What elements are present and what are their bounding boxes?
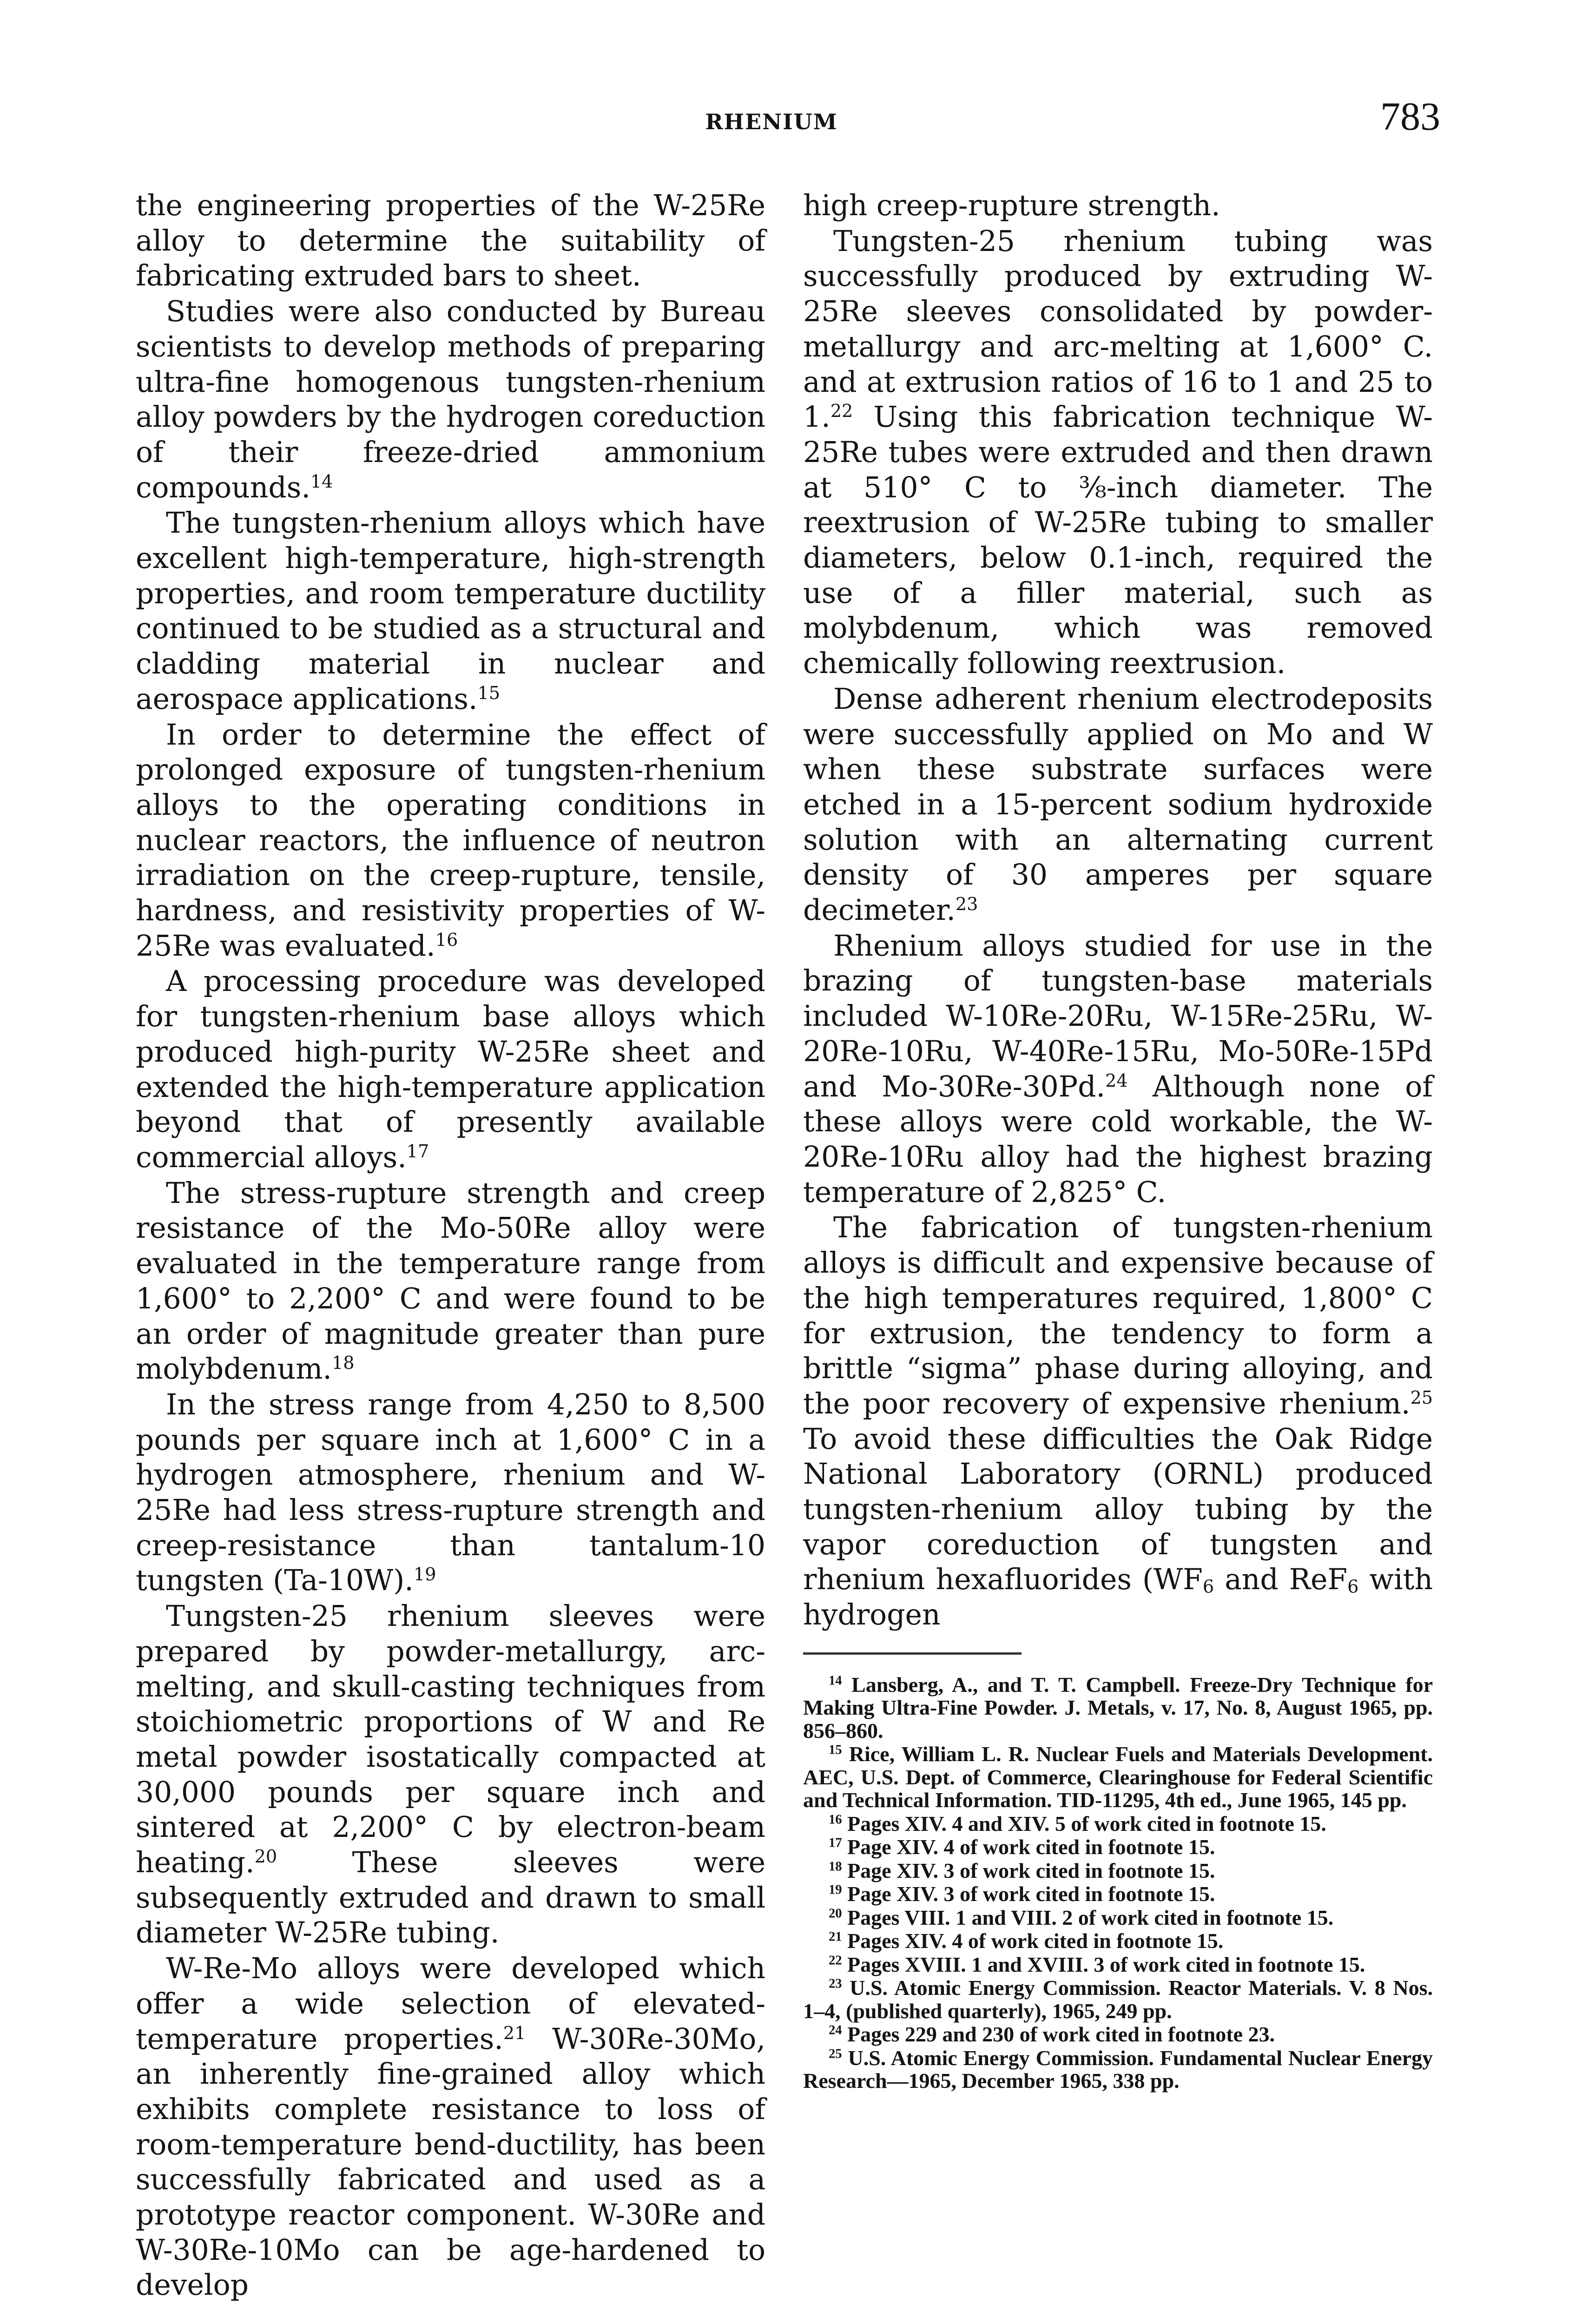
footnote: $^{22}$ Pages XVIII. 1 and XVIII. 3 of work cited in footnote 15. xyxy=(829,1952,1365,1976)
footnote: $^{20}$ Pages VIII. 1 and VIII. 2 of work cited in footnote 15. xyxy=(829,1905,1334,1929)
paragraph: high creep-rupture strength. xyxy=(803,189,1220,222)
footnote: $^{23}$ U.S. Atomic Energy Commission. Reactor Materials. V. 8 Nos. 1–4, (published quarterly), 1965, 249 pp. xyxy=(803,1976,1433,2023)
footnote-ref: 19 xyxy=(413,1564,436,1585)
footnote-ref: 16 xyxy=(435,929,458,950)
paragraph: In order to determine the effect of prolonged exposure of tungsten-rhenium alloys to the operating conditions in nuclear reactors, the influence of neutron irradiation on the creep-rupture, tensile, hardness, and resistivity properties of W-25Re was evaluated.$^{16}$ xyxy=(136,718,765,963)
footnote-ref: 17 xyxy=(406,1141,429,1162)
footnotes xyxy=(803,1673,1433,2093)
footnote-ref: 23 xyxy=(955,894,978,915)
footnote: $^{18}$ Page XIV. 3 of work cited in footnote 15. xyxy=(829,1858,1215,1882)
footnote-divider xyxy=(803,1652,1022,1655)
paragraph: The fabrication of tungsten-rhenium alloys is difficult and expensive because of the high temperatures required, 1,800° C for extrusion, the tendency to form a brittle “sigma” phase during alloying, and the poor recovery of expensive rhenium.$^{25}$ To avoid these difficulties the Oak Ridge National Laboratory (ORNL) produced tungsten-rhenium alloy tubing by the vapor coreduction of tungsten and rhenium hexafluorides ($WF_6$ and ReF$_6$ with hydrogen xyxy=(803,1211,1433,1632)
footnote: $^{14}$ Lansberg, A., and T. T. Campbell. Freeze-Dry Technique for Making Ultra-Fine Powder. J. Metals, v. 17, No. 8, August 1965, pp. 856–860. xyxy=(803,1672,1433,1743)
footnote: $^{24}$ Pages 229 and 230 of work cited in footnote 23. xyxy=(829,2022,1275,2047)
footnote: $^{19}$ Page XIV. 3 of work cited in footnote 15. xyxy=(829,1882,1215,1906)
running-head: RHENIUM xyxy=(705,109,838,134)
footnote: $^{15}$ Rice, William L. R. Nuclear Fuels and Materials Development. AEC, U.S. Dept. of Commerce, Clearinghouse for Federal Scientific and Technical Information. TID-11295, 4th ed., June 1965, 145 pp. xyxy=(803,1742,1433,1812)
paragraph: Tungsten-25 rhenium tubing was successfully produced by extruding W-25Re sleeves consolidated by powder-metallurgy and arc-melting at 1,600° C. and at extrusion ratios of 16 to 1 and 25 to 1.22 Using this fabrication technique W-25Re tubes were extruded and then drawn at 510° C to ⅜-inch diameter. The reextrusion of W-25Re tubing to smaller diameters, below 0.1-inch, required the use of a filler material, such as molybdenum, which was removed chemically following reextrusion. xyxy=(803,224,1433,680)
footnote: $^{21}$ Pages XIV. 4 of work cited in footnote 15. xyxy=(829,1929,1224,1953)
paragraph: Tungsten-25 rhenium sleeves were prepared by powder-metallurgy, arc-melting, and skull-casting techniques from stoichiometric proportions of W and Re metal powder isostatically compacted at 30,000 pounds per square inch and sintered at 2,200° C by electron-beam heating.$^{20}$ These sleeves were subsequently extruded and drawn to small diameter W-25Re tubing. xyxy=(136,1599,765,1950)
paragraph: A processing procedure was developed for tungsten-rhenium base alloys which produced high-purity W-25Re sheet and extended the high-temperature application beyond that of presently available commercial alloys.$^{17}$ xyxy=(136,964,765,1174)
subscript: 6 xyxy=(1202,1577,1214,1598)
paragraph: Studies were also conducted by Bureau scientists to develop methods of preparing ultra-fine homogenous tungsten-rhenium alloy powders by the hydrogen coreduction of their freeze-dried ammonium compounds.$^{14}$ xyxy=(136,295,765,504)
paragraph: Dense adherent rhenium electrodeposits were successfully applied on Mo and W when these substrate surfaces were etched in a 15-percent sodium hydroxide solution with an alternating current density of 30 amperes per square decimeter.$^{23}$ xyxy=(803,682,1433,927)
left-column xyxy=(136,188,765,2303)
footnote: $^{25}$ U.S. Atomic Energy Commission. Fundamental Nuclear Energy Research—1965, December 1965, 338 pp. xyxy=(803,2046,1433,2093)
footnote: $^{16}$ Pages XIV. 4 and XIV. 5 of work cited in footnote 15. xyxy=(829,1811,1326,1835)
paragraph: Rhenium alloys studied for use in the brazing of tungsten-base materials included W-10Re-20Ru, W-15Re-25Ru, W-20Re-10Ru, W-40Re-15Ru, Mo-50Re-15Pd and Mo-30Re-30Pd.$^{24}$ Although none of these alloys were cold workable, the W-20Re-10Ru alloy had the highest brazing temperature of 2,825° C. xyxy=(803,929,1433,1209)
footnote-ref: 18 xyxy=(331,1353,355,1373)
paragraph: The tungsten-rhenium alloys which have excellent high-temperature, high-strength properties, and room temperature ductility continued to be studied as a structural and cladding material in nuclear and aerospace applications.$^{15}$ xyxy=(136,506,765,716)
footnote-ref: 21 xyxy=(503,2022,526,2043)
paragraph: W-Re-Mo alloys were developed which offer a wide selection of elevated-temperature properties.$^{21}$ W-30Re-30Mo, an inherently fine-grained alloy which exhibits complete resistance to loss of room-temperature bend-ductility, has been successfully fabricated and used as a prototype reactor component. W-30Re and W-30Re-10Mo can be age-hardened to develop xyxy=(136,1952,765,2302)
subscript: 6 xyxy=(1347,1577,1359,1598)
footnote-ref: 24 xyxy=(1105,1070,1128,1091)
footnote-ref: 20 xyxy=(254,1846,277,1867)
paragraph: the engineering properties of the W-25Re alloy to determine the suitability of fabricating extruded bars to sheet. xyxy=(136,189,765,293)
paragraph: In the stress range from 4,250 to 8,500 pounds per square inch at 1,600° C in a hydrogen atmosphere, rhenium and W-25Re had less stress-rupture strength and creep-resistance than tantalum-10 tungsten (Ta-10W).$^{19}$ xyxy=(136,1387,765,1598)
footnote-ref: 25 xyxy=(1410,1387,1433,1408)
right-column xyxy=(803,188,1433,2093)
page-number: 783 xyxy=(1380,94,1440,139)
footnote-ref: 22 xyxy=(830,401,853,422)
footnote-ref: 15 xyxy=(477,682,500,703)
footnote-ref: 14 xyxy=(310,471,333,492)
paragraph: The stress-rupture strength and creep resistance of the Mo-50Re alloy were evaluated in the temperature range from 1,600° to 2,200° C and were found to be an order of magnitude greater than pure molybdenum.$^{18}$ xyxy=(136,1176,765,1386)
footnote: $^{17}$ Page XIV. 4 of work cited in footnote 15. xyxy=(829,1835,1215,1859)
